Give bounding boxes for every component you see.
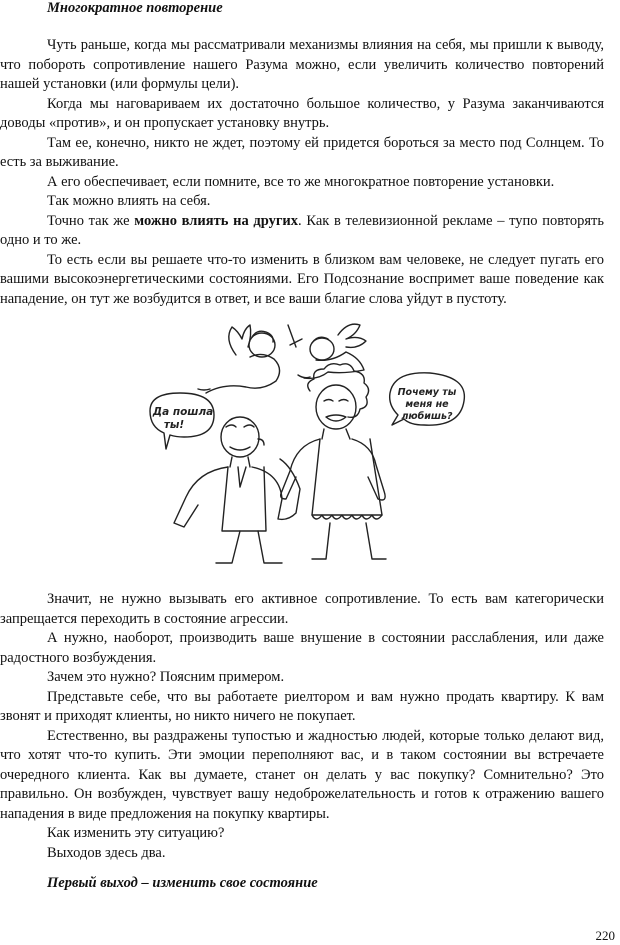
paragraph: Там ее, конечно, никто не ждет, поэтому ей придется бороться за место под Солнцем. То есть за выживание. [0,134,604,170]
angry-man [174,417,300,563]
cupid-left [198,325,302,393]
paragraph-bold-phrase [0,212,604,251]
paragraph: Так можно влиять на себя. [47,193,211,209]
paragraph: Как изменить эту ситуацию? [47,825,225,841]
paragraph: Когда мы наговариваем их достаточно большое количество, у Разума заканчиваются доводы «против», и он пропускает установку внутрь. [0,95,604,131]
page-number: 220 [595,928,615,943]
upset-woman [281,364,386,559]
top-text [0,36,604,309]
cupid-right [298,324,366,378]
speech-right-line-1: Почему ты [397,387,457,398]
paragraph: Зачем это нужно? Поясним примером. [47,669,285,685]
section-title: Многократное повторение [47,0,223,16]
cartoon-illustration [140,315,478,570]
text-run: Точно так же [47,212,135,229]
bottom-text [0,590,604,863]
paragraph: Естественно, вы раздражены тупостью и жадностью людей, которые только делают вид, что хотят что-то купить. Эти эмоции переполняют вас, и в таком состоянии вы встречаете очередного клиента. Как вы думаете, станет он делать у вас покупку? Сомнительно? Это правильно. Он возбужден, чувствует вашу недоброжелательность и готов к отражению вашего нападения в виде предложения на покупку квартиры. [0,727,604,822]
text-run: . Как в телевизионной рекламе – тупо повторять одно и то же. [0,212,604,248]
subheading: Первый выход – изменить свое состояние [47,875,318,891]
paragraph: Представьте себе, что вы работаете риелтором и вам нужно продать квартиру. К вам звонят и приходят клиенты, но никто ничего не покупает. [0,688,604,724]
paragraph: Чуть раньше, когда мы рассматривали механизмы влияния на себя, мы пришли к выводу, что побороть сопротивление нашего Разума можно, если увеличить количество повторений нашей установки (или формулы цели). [0,37,604,92]
bold-phrase: можно влиять на других [134,212,299,229]
paragraph: Значит, не нужно вызывать его активное сопротивление. То есть вам категорически запрещается переходить в состояние агрессии. [0,591,604,627]
speech-right-line-2: меня не [405,399,449,410]
speech-right-line-3: любишь? [401,411,453,422]
paragraph: Выходов здесь два. [47,844,166,861]
paragraph: А его обеспечивает, если помните, все то же многократное повторение установки. [47,173,555,190]
speech-left-line-2: ты! [163,419,185,431]
speech-left-line-1: Да пошла [152,406,214,418]
paragraph: То есть если вы решаете что-то изменить в близком вам человеке, не следует пугать его вашими высокоэнергетическими состояниями. Его Подсознание воспримет ваше поведение как нападение, он тут же возбудится в ответ, и все ваши благие слова уйдут в пустоту. [0,251,604,307]
paragraph: А нужно, наоборот, производить ваше внушение в состоянии расслабления, или даже радостного возбуждения. [0,630,604,666]
